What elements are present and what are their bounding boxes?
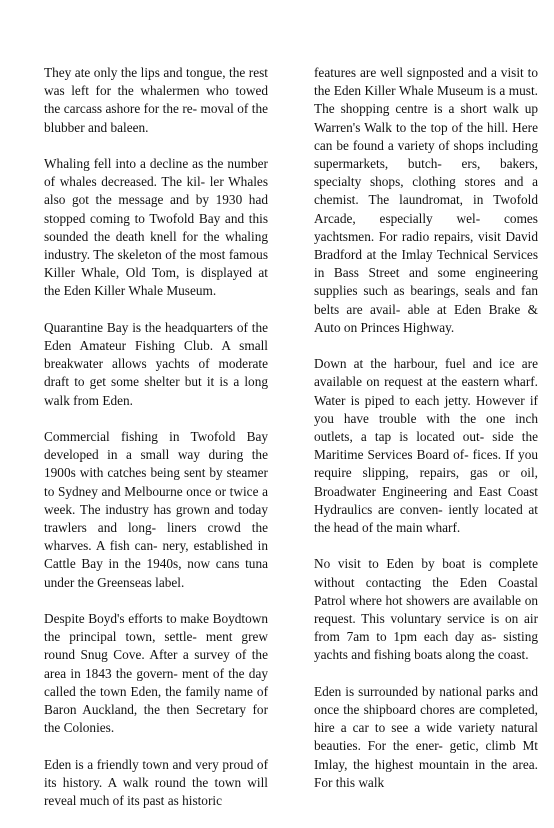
- paragraph: Despite Boyd's efforts to make Boydtown the principal town, settle- ment grew round Snug Cove. After a survey of the area in 1843 the govern- ment of the day called the town Eden, the family name of Baron Auckland, the then Secretary for the Colonies.: [44, 611, 268, 736]
- paragraph: Whaling fell into a decline as the number of whales decreased. The kil- ler Whales also got the message and by 1930 had stopped coming to Twofold Bay and this sounded the death knell for the whaling industry. The skeleton of the most famous Killer Whale, Old Tom, is displayed at the Eden Killer Whale Museum.: [44, 156, 268, 299]
- paragraph: Commercial fishing in Twofold Bay developed in a small way during the 1900s with catches being sent by steamer to Sydney and Melbourne once or twice a week. The industry has grown and today trawlers and long- liners crowd the wharves. A fish can- nery, established in Cattle Bay in the 1940s, now cans tuna under the Greenseas label.: [44, 429, 268, 590]
- paragraph: No visit to Eden by boat is complete without contacting the Eden Coastal Patrol where hot showers are available on request. This voluntary service is on air from 7am to 1pm each day as- sisting yachts and fishing boats along the coast.: [314, 556, 538, 663]
- paragraph: Quarantine Bay is the headquarters of the Eden Amateur Fishing Club. A small breakwater allows yachts of moderate draft to get some shelter but it is a long walk from Eden.: [44, 319, 268, 408]
- paragraph: features are well signposted and a visit to the Eden Killer Whale Museum is a must. The shopping centre is a short walk up Warren's Walk to the top of the hill. Here can be found a variety of shops including supermarkets, butch- ers, bakers, specialty shops, clothing stores and a chemist. The laundromat, in Twofold Arcade, especially wel- comes yachtsmen. For radio repairs, visit David Bradford at the Imlay Technical Services in Bass Street and some engineering supplies such as bearings, seals and fan belts are avail- able at Eden Brake & Auto on Princes Highway.: [314, 65, 538, 335]
- paragraph: Eden is a friendly town and very proud of its history. A walk round the town will reveal much of its past as historic: [44, 756, 268, 809]
- left-column: [44, 64, 268, 828]
- paragraph: Eden is surrounded by national parks and once the shipboard chores are completed, hire a car to see a wide variety natural beauties. For the ener- getic, climb Mt Imlay, the highest mountain in the area. For this walk: [314, 683, 538, 790]
- right-column: [314, 64, 538, 810]
- paragraph: They ate only the lips and tongue, the rest was left for the whalermen who towed the carcass ashore for the re- moval of the blubber and baleen.: [44, 65, 268, 135]
- paragraph: Down at the harbour, fuel and ice are available on request at the eastern wharf. Water is piped to each jetty. However if you have trouble with the one inch outlets, a tap is located out- side the Maritime Services Board of- fices. If you require slipping, repairs, gas or oil, Broadwater Engineering and East Coast Hydraulics are conven- iently located at the head of the main wharf.: [314, 356, 538, 536]
